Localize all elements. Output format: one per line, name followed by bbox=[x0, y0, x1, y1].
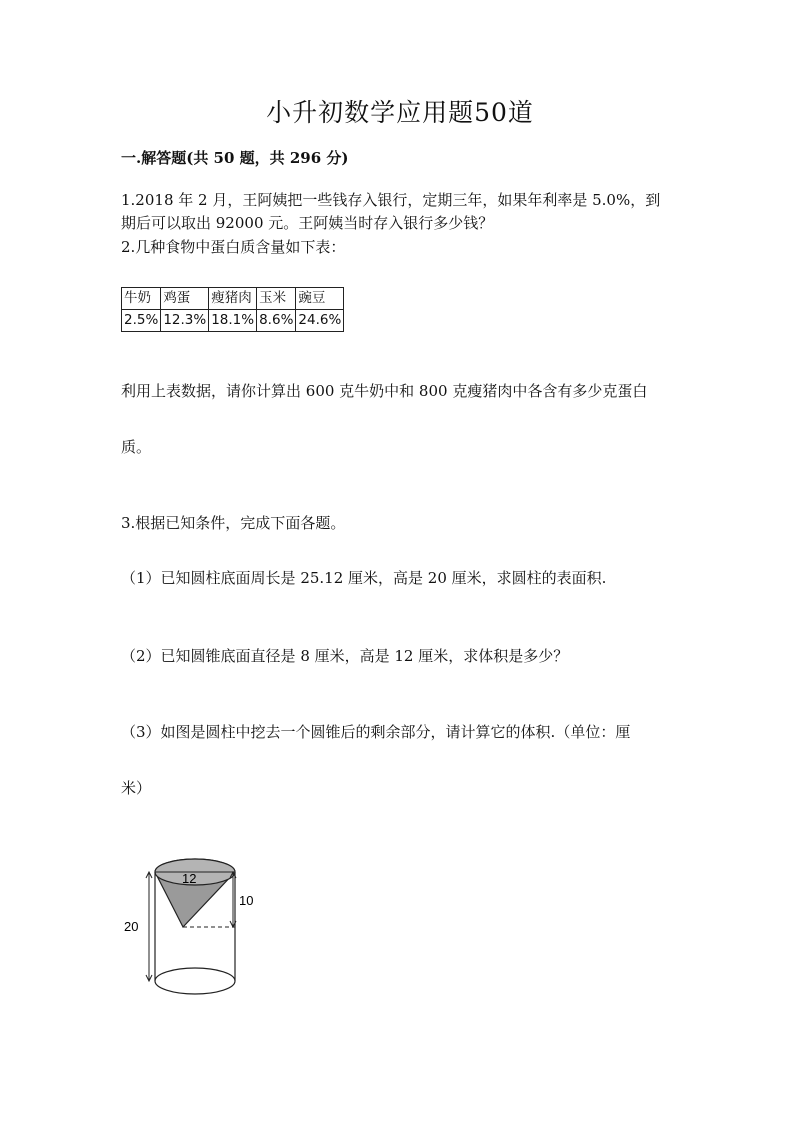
diameter-label: 12 bbox=[182, 871, 197, 886]
table-cell: 2.5% bbox=[122, 310, 161, 332]
question-3-intro: 3.根据已知条件，完成下面各题。 bbox=[121, 514, 346, 532]
cone-shape bbox=[155, 859, 235, 927]
cone-height-label: 10 bbox=[239, 893, 254, 908]
cylinder-height-label: 20 bbox=[124, 919, 139, 934]
question-2-line-2: 质。 bbox=[121, 438, 152, 456]
page-title: 小升初数学应用题50道 bbox=[266, 98, 534, 127]
table-cell: 18.1% bbox=[209, 310, 257, 332]
table-header-cell: 豌豆 bbox=[296, 288, 344, 310]
table-header-cell: 鸡蛋 bbox=[161, 288, 209, 310]
table-cell: 24.6% bbox=[296, 310, 344, 332]
table-cell: 8.6% bbox=[257, 310, 296, 332]
table-header-cell: 瘦猪肉 bbox=[209, 288, 257, 310]
cylinder-cone-figure bbox=[112, 845, 272, 1005]
question-3-part-2: （2）已知圆锥底面直径是 8 厘米，高是 12 厘米，求体积是多少？ bbox=[121, 647, 569, 665]
table-header-cell: 牛奶 bbox=[122, 288, 161, 310]
question-3-part-3-line-1: （3）如图是圆柱中挖去一个圆锥后的剩余部分，请计算它的体积.（单位：厘 bbox=[121, 723, 631, 741]
question-2-intro: 2.几种食物中蛋白质含量如下表： bbox=[121, 238, 346, 256]
table-cell: 12.3% bbox=[161, 310, 209, 332]
section-heading: 一.解答题(共 50 题，共 296 分) bbox=[121, 149, 349, 167]
question-2-line-1: 利用上表数据，请你计算出 600 克牛奶中和 800 克瘦猪肉中各含有多少克蛋白 bbox=[121, 382, 648, 400]
table-row bbox=[122, 310, 344, 332]
height-20-dimension bbox=[146, 872, 152, 981]
table-header-row bbox=[122, 288, 344, 310]
table-header-cell: 玉米 bbox=[257, 288, 296, 310]
question-1-line-1: 1.2018 年 2 月，王阿姨把一些钱存入银行，定期三年，如果年利率是 5.0%，到 bbox=[121, 191, 661, 209]
question-3-part-3-line-2: 米） bbox=[121, 779, 152, 797]
question-3-part-1: （1）已知圆柱底面周长是 25.12 厘米，高是 20 厘米，求圆柱的表面积. bbox=[121, 569, 607, 587]
protein-table bbox=[121, 287, 344, 332]
question-1-line-2: 期后可以取出 92000 元。王阿姨当时存入银行多少钱？ bbox=[121, 214, 494, 232]
